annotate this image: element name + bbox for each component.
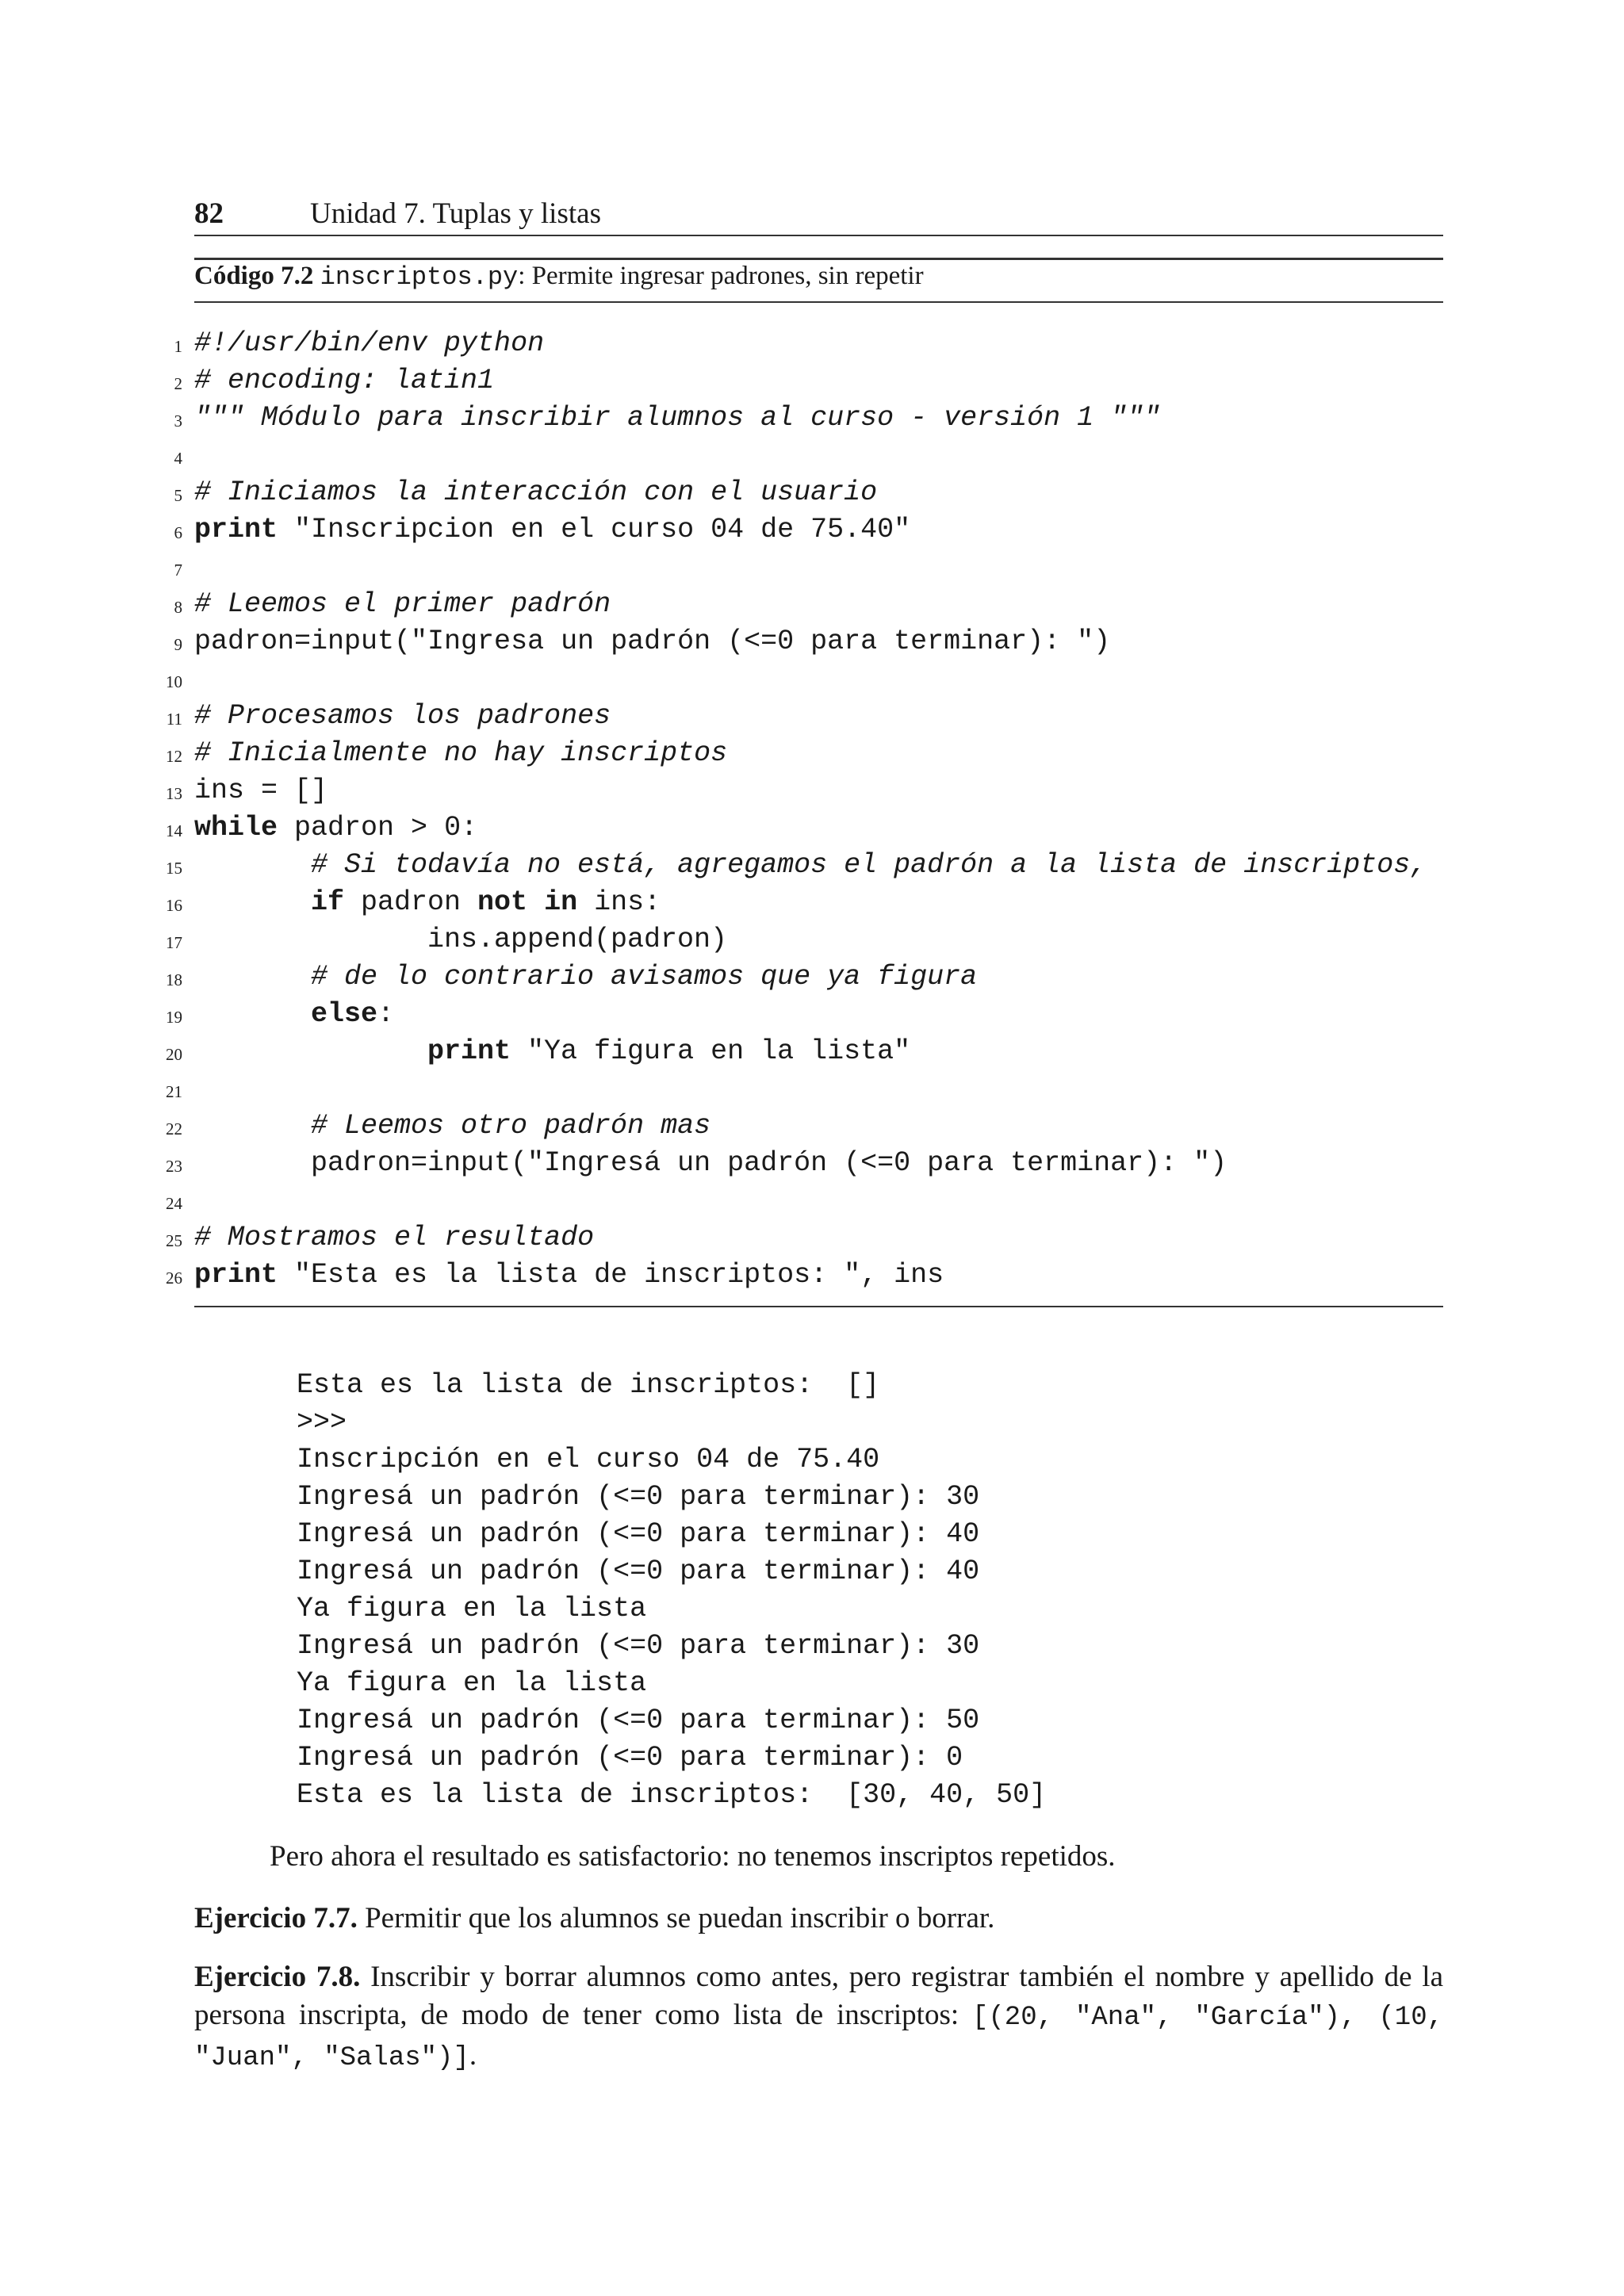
- code-text: [194, 474, 877, 511]
- code-line: [159, 1257, 1586, 1294]
- code-text: [194, 735, 727, 772]
- code-line: [159, 325, 1586, 362]
- exercise-text: Inscribir y borrar alumnos como antes, pero registrar también el nombre y apellido de la persona inscripta, de modo de tener como lista de inscriptos:: [194, 1961, 1443, 2031]
- line-number: 10: [166, 672, 182, 691]
- code-token: ins.append(padron): [427, 924, 728, 955]
- caption-label: Código 7.2: [194, 262, 314, 290]
- output-line: Ya figura en la lista: [297, 1667, 647, 1699]
- code-text: [194, 1145, 1227, 1182]
- code-text: [194, 996, 394, 1033]
- code-text: [194, 884, 661, 921]
- code-token: "Esta es la lista de inscriptos: ", ins: [278, 1259, 944, 1291]
- console-output: [297, 1367, 1046, 1814]
- code-text: [194, 1033, 910, 1070]
- output-line: Esta es la lista de inscriptos: [30, 40, 50]: [297, 1779, 1047, 1811]
- code-line: [159, 921, 1586, 959]
- line-number: 19: [166, 1008, 182, 1027]
- code-keyword: else: [311, 998, 378, 1030]
- exercise-code: [(20, "Ana", "García"), (10, "Juan", "Salas")]: [194, 2003, 1443, 2073]
- code-text: [194, 772, 327, 809]
- exercise-7-7: [194, 1900, 1443, 1938]
- code-line: [159, 660, 1586, 698]
- code-line: [159, 586, 1586, 623]
- output-line: Ingresá un padrón (<=0 para terminar): 50: [297, 1705, 980, 1736]
- code-text: [194, 698, 611, 735]
- code-line: [159, 996, 1586, 1033]
- line-number: 15: [166, 859, 182, 878]
- code-token: [527, 886, 544, 918]
- code-token: padron > 0:: [278, 812, 478, 844]
- code-keyword: if: [311, 886, 345, 918]
- code-comment: # Mostramos el resultado: [194, 1222, 595, 1253]
- code-comment: # Iniciamos la interacción con el usuario: [194, 476, 878, 508]
- code-text: [194, 400, 1160, 437]
- listing-caption: [194, 262, 924, 292]
- page-number: 82: [194, 197, 224, 230]
- line-number: 25: [166, 1231, 182, 1250]
- code-text: [194, 809, 477, 847]
- code-line: [159, 400, 1586, 437]
- line-number: 16: [166, 896, 182, 915]
- code-keyword: in: [544, 886, 578, 918]
- code-text: [194, 959, 977, 996]
- code-token: "Ya figura en la lista": [511, 1035, 911, 1067]
- code-bottom-rule: [194, 1306, 1443, 1307]
- line-number: 21: [166, 1082, 182, 1101]
- caption-top-rule: [194, 258, 1443, 260]
- code-text: [194, 623, 1110, 660]
- line-number: 11: [166, 710, 182, 729]
- chapter-title: Unidad 7. Tuplas y listas: [310, 197, 601, 230]
- code-listing: [159, 325, 1586, 1294]
- line-number: 14: [166, 821, 182, 840]
- code-token: ins:: [577, 886, 661, 918]
- code-line: [159, 511, 1586, 549]
- code-comment: """ Módulo para inscribir alumnos al curso - versión 1 """: [194, 402, 1161, 434]
- code-line: [159, 549, 1586, 586]
- code-text: [194, 362, 494, 400]
- line-number: 20: [166, 1045, 182, 1064]
- code-comment: # Si todavía no está, agregamos el padrón a la lista de inscriptos,: [311, 849, 1427, 881]
- line-number: 4: [174, 449, 182, 468]
- caption-filename: inscriptos.py: [320, 262, 519, 292]
- code-line: [159, 623, 1586, 660]
- output-line: Inscripción en el curso 04 de 75.40: [297, 1444, 880, 1475]
- code-line: [159, 362, 1586, 400]
- code-text: [194, 1257, 944, 1294]
- code-keyword: print: [427, 1035, 511, 1067]
- line-number: 9: [174, 635, 182, 654]
- code-comment: # Inicialmente no hay inscriptos: [194, 737, 728, 769]
- code-line: [159, 1219, 1586, 1257]
- line-number: 2: [174, 374, 182, 393]
- line-number: 7: [174, 561, 182, 580]
- code-line: [159, 847, 1586, 884]
- output-line: Ingresá un padrón (<=0 para terminar): 30: [297, 1481, 980, 1513]
- code-comment: # Procesamos los padrones: [194, 700, 611, 732]
- caption-bottom-rule: [194, 301, 1443, 303]
- line-number: 13: [166, 784, 182, 803]
- line-number: 18: [166, 970, 182, 989]
- code-line: [159, 884, 1586, 921]
- output-line: Ya figura en la lista: [297, 1593, 647, 1624]
- code-line: [159, 1033, 1586, 1070]
- line-number: 22: [166, 1119, 182, 1138]
- code-line: [159, 1070, 1586, 1108]
- output-line: Ingresá un padrón (<=0 para terminar): 0: [297, 1742, 963, 1774]
- code-keyword: print: [194, 1259, 278, 1291]
- code-comment: # encoding: latin1: [194, 365, 495, 396]
- code-comment: # de lo contrario avisamos que ya figura: [311, 961, 978, 993]
- output-line: Esta es la lista de inscriptos: []: [297, 1369, 880, 1401]
- code-comment: # Leemos otro padrón mas: [311, 1110, 711, 1142]
- exercise-7-8: [194, 1958, 1443, 2077]
- code-keyword: print: [194, 514, 278, 545]
- code-token: ins = []: [194, 775, 328, 806]
- output-line: >>>: [297, 1406, 347, 1438]
- code-line: [159, 959, 1586, 996]
- code-line: [159, 474, 1586, 511]
- line-number: 12: [166, 747, 182, 766]
- code-token: padron=input("Ingresa un padrón (<=0 para terminar): "): [194, 626, 1111, 657]
- line-number: 23: [166, 1157, 182, 1176]
- code-text: [194, 1219, 594, 1257]
- code-keyword: while: [194, 812, 278, 844]
- code-text: [194, 511, 910, 549]
- code-text: [194, 325, 544, 362]
- code-comment: #!/usr/bin/env python: [194, 327, 545, 359]
- line-number: 5: [174, 486, 182, 505]
- header-rule: [194, 235, 1443, 236]
- exercise-text: Permitir que los alumnos se puedan inscribir o borrar.: [365, 1902, 995, 1934]
- code-token: padron: [344, 886, 478, 918]
- code-comment: # Leemos el primer padrón: [194, 588, 611, 620]
- code-line: [159, 1108, 1586, 1145]
- output-line: Ingresá un padrón (<=0 para terminar): 40: [297, 1556, 980, 1587]
- code-line: [159, 1145, 1586, 1182]
- code-line: [159, 1182, 1586, 1219]
- code-line: [159, 698, 1586, 735]
- line-number: 17: [166, 933, 182, 952]
- output-line: Ingresá un padrón (<=0 para terminar): 40: [297, 1518, 980, 1550]
- code-token: :: [377, 998, 395, 1030]
- line-number: 6: [174, 523, 182, 542]
- exercise-end: .: [469, 2039, 477, 2072]
- line-number: 1: [174, 337, 182, 356]
- caption-text: : Permite ingresar padrones, sin repetir: [518, 262, 924, 290]
- code-keyword: not: [477, 886, 528, 918]
- code-line: [159, 437, 1586, 474]
- code-text: [194, 921, 727, 959]
- exercise-label: Ejercicio 7.7.: [194, 1902, 358, 1934]
- code-text: [194, 847, 1427, 884]
- exercise-label: Ejercicio 7.8.: [194, 1961, 361, 1993]
- code-line: [159, 772, 1586, 809]
- code-line: [159, 809, 1586, 847]
- line-number: 8: [174, 598, 182, 617]
- line-number: 24: [166, 1194, 182, 1213]
- line-number: 3: [174, 411, 182, 430]
- code-token: "Inscripcion en el curso 04 de 75.40": [278, 514, 911, 545]
- line-number: 26: [166, 1269, 182, 1288]
- code-text: [194, 586, 611, 623]
- code-text: [194, 1108, 710, 1145]
- body-paragraph: Pero ahora el resultado es satisfactorio: no tenemos inscriptos repetidos.: [270, 1840, 1116, 1873]
- running-header: [194, 197, 1443, 236]
- output-line: Ingresá un padrón (<=0 para terminar): 30: [297, 1630, 980, 1662]
- code-token: padron=input("Ingresá un padrón (<=0 para terminar): "): [311, 1147, 1228, 1179]
- code-line: [159, 735, 1586, 772]
